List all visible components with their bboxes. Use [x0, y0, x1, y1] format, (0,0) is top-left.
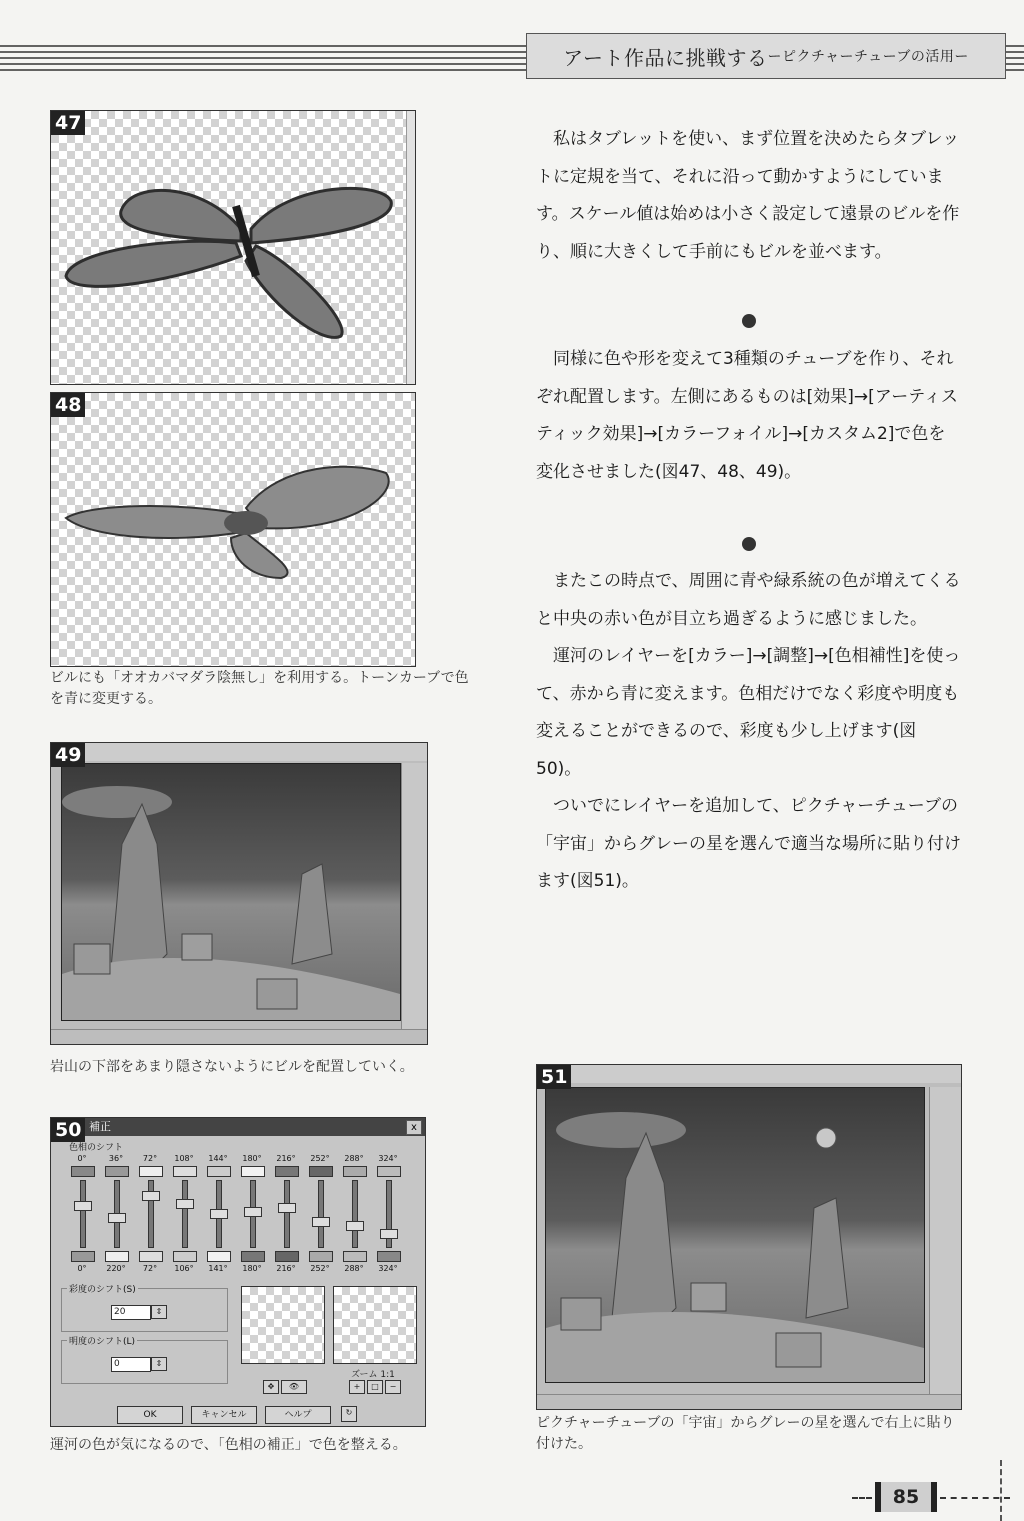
hue-slider[interactable] — [386, 1180, 392, 1248]
hue-swatch-bottom — [173, 1251, 197, 1262]
eye-icon[interactable]: 👁 — [281, 1380, 307, 1394]
body-paragraph-2: 同様に色や形を変えて3種類のチューブを作り、それぞれ配置します。左側にあるものは[効果]→[アーティスティック効果]→[カラーフォイル]→[カスタム2]で色を変化させました(図47、48、49)。 — [536, 349, 958, 482]
dialog-title: 補正 — [51, 1118, 425, 1136]
hue-swatch-bottom — [275, 1251, 299, 1262]
hue-slider[interactable] — [80, 1180, 86, 1248]
hue-slider[interactable] — [216, 1180, 222, 1248]
caption-fig48: ビルにも「オオカバマダラ陰無し」を利用する。トーンカーブで色を青に変更する。 — [50, 670, 469, 707]
zoom-fit-icon[interactable]: □ — [367, 1380, 383, 1394]
hue-bottom-tick: 72° — [142, 1264, 158, 1273]
status-bar — [537, 1394, 961, 1409]
page-number: 85 — [875, 1482, 937, 1512]
saturation-label: 彩度のシフト(S) — [67, 1282, 138, 1295]
hue-swatch-top — [241, 1166, 265, 1177]
figure-50-dialog — [50, 1117, 426, 1427]
hue-slider[interactable] — [284, 1180, 290, 1248]
butterfly-side-image — [51, 393, 416, 667]
footer-crop-mark — [1000, 1460, 1002, 1521]
hue-bottom-tick: 288° — [344, 1264, 364, 1273]
hue-swatch-top — [275, 1166, 299, 1177]
caption-fig49: 岩山の下部をあまり隠さないようにビルを配置していく。 — [50, 1059, 414, 1075]
butterfly-image — [51, 111, 416, 385]
move-icon[interactable]: ✥ — [263, 1380, 279, 1394]
hue-top-tick: 180° — [242, 1154, 262, 1163]
chapter-subtitle: ーピクチャーチューブの活用ー — [767, 49, 969, 65]
landscape-art — [62, 764, 400, 1020]
hue-bottom-tick: 252° — [310, 1264, 330, 1273]
cancel-button[interactable]: キャンセル — [191, 1406, 257, 1424]
slider-knob[interactable] — [312, 1217, 330, 1227]
hue-bottom-tick: 216° — [276, 1264, 296, 1273]
help-button[interactable]: ヘルプ — [265, 1406, 331, 1424]
figure-47 — [50, 110, 416, 385]
hue-top-tick: 324° — [378, 1154, 398, 1163]
body-paragraph-5: ついでにレイヤーを追加して、ピクチャーチューブの「宇宙」からグレーの星を選んで適当な場所に貼り付けます(図51)。 — [536, 796, 961, 891]
slider-knob[interactable] — [142, 1191, 160, 1201]
figure-number: 48 — [51, 393, 85, 417]
zoom-out-icon[interactable]: − — [385, 1380, 401, 1394]
landscape-art-with-moon — [546, 1088, 924, 1382]
hue-bottom-tick: 180° — [242, 1264, 262, 1273]
chapter-title: アート作品に挑戦する — [563, 45, 768, 70]
hue-bottom-tick: 106° — [174, 1264, 194, 1273]
slider-knob[interactable] — [380, 1229, 398, 1239]
slider-knob[interactable] — [278, 1203, 296, 1213]
figure-51 — [536, 1064, 962, 1410]
lightness-spin[interactable]: ⇕ — [151, 1357, 167, 1371]
tool-palette[interactable] — [929, 1087, 962, 1395]
hue-swatch-top — [139, 1166, 163, 1177]
hue-bottom-tick: 324° — [378, 1264, 398, 1273]
hue-swatch-bottom — [207, 1251, 231, 1262]
section-dot-icon — [742, 537, 756, 551]
hue-slider[interactable] — [352, 1180, 358, 1248]
hue-group-label: 色相のシフト — [67, 1140, 125, 1153]
slider-knob[interactable] — [74, 1201, 92, 1211]
reset-icon[interactable]: ↻ — [341, 1406, 357, 1422]
body-paragraph-1: 私はタブレットを使い、まず位置を決めたらタブレットに定規を当て、それに沿って動かすようにしています。スケール値は始めは小さく設定して遠景のビルを作り、順に大きくして手前にもビルを並べます。 — [536, 129, 960, 262]
hue-swatch-top — [309, 1166, 333, 1177]
footer-dash-left — [852, 1497, 872, 1499]
hue-slider[interactable] — [148, 1180, 154, 1248]
hue-swatch-bottom — [71, 1251, 95, 1262]
hue-swatch-top — [377, 1166, 401, 1177]
ok-button[interactable]: OK — [117, 1406, 183, 1424]
figure-49 — [50, 742, 428, 1045]
hue-slider[interactable] — [182, 1180, 188, 1248]
saturation-spin[interactable]: ⇕ — [151, 1305, 167, 1319]
caption-fig50: 運河の色が気になるので、「色相の補正」で色を整える。 — [50, 1437, 407, 1453]
hue-top-tick: 36° — [108, 1154, 124, 1163]
hue-slider[interactable] — [250, 1180, 256, 1248]
section-dot-icon — [742, 314, 756, 328]
hue-swatch-bottom — [309, 1251, 333, 1262]
hue-bottom-tick: 0° — [77, 1264, 87, 1273]
hue-swatch-top — [207, 1166, 231, 1177]
hue-top-tick: 216° — [276, 1154, 296, 1163]
menu-bar[interactable] — [51, 743, 427, 761]
chapter-header — [526, 33, 1006, 79]
status-bar — [51, 1029, 427, 1044]
saturation-input[interactable]: 20 — [111, 1305, 151, 1320]
hue-swatch-bottom — [105, 1251, 129, 1262]
hue-swatch-top — [105, 1166, 129, 1177]
hue-swatch-top — [343, 1166, 367, 1177]
hue-bottom-tick: 141° — [208, 1264, 228, 1273]
figure-number: 47 — [51, 111, 85, 135]
hue-bottom-tick: 220° — [106, 1264, 126, 1273]
body-paragraph-4: 運河のレイヤーを[カラー]→[調整]→[色相補性]を使って、赤から青に変えます。色相だけでなく彩度や明度も変えることができるので、彩度も少し上げます(図50)。 — [536, 646, 961, 779]
scrollbar[interactable] — [406, 111, 415, 384]
hue-swatch-bottom — [343, 1251, 367, 1262]
canvas-image — [545, 1087, 925, 1383]
zoom-in-icon[interactable]: + — [349, 1380, 365, 1394]
hue-top-tick: 288° — [344, 1154, 364, 1163]
hue-swatch-bottom — [377, 1251, 401, 1262]
hue-top-tick: 108° — [174, 1154, 194, 1163]
slider-knob[interactable] — [346, 1221, 364, 1231]
slider-knob[interactable] — [108, 1213, 126, 1223]
hue-top-tick: 144° — [208, 1154, 228, 1163]
hue-top-tick: 72° — [142, 1154, 158, 1163]
hue-swatch-top — [173, 1166, 197, 1177]
preview-after — [333, 1286, 417, 1364]
close-button[interactable]: x — [406, 1120, 422, 1135]
figure-number: 49 — [51, 743, 85, 767]
preview-before — [241, 1286, 325, 1364]
slider-knob[interactable] — [176, 1199, 194, 1209]
menu-bar[interactable] — [537, 1065, 961, 1083]
hue-top-tick: 252° — [310, 1154, 330, 1163]
canvas-image — [61, 763, 401, 1021]
lightness-label: 明度のシフト(L) — [67, 1334, 137, 1347]
hue-swatch-bottom — [139, 1251, 163, 1262]
tool-palette[interactable] — [401, 763, 428, 1033]
caption-fig51: ピクチャーチューブの「宇宙」からグレーの星を選んで右上に貼り付けた。 — [536, 1415, 955, 1452]
figure-48 — [50, 392, 416, 667]
figure-number: 50 — [51, 1118, 85, 1142]
lightness-input[interactable]: 0 — [111, 1357, 151, 1372]
zoom-label: ズーム 1:1 — [351, 1370, 395, 1380]
body-paragraph-3: またこの時点で、周囲に青や緑系統の色が増えてくると中央の赤い色が目立ち過ぎるように感じました。 — [536, 571, 961, 629]
hue-top-tick: 0° — [77, 1154, 87, 1163]
slider-knob[interactable] — [244, 1207, 262, 1217]
figure-number: 51 — [537, 1065, 571, 1089]
hue-slider[interactable] — [318, 1180, 324, 1248]
hue-swatch-top — [71, 1166, 95, 1177]
hue-swatch-bottom — [241, 1251, 265, 1262]
slider-knob[interactable] — [210, 1209, 228, 1219]
hue-slider[interactable] — [114, 1180, 120, 1248]
